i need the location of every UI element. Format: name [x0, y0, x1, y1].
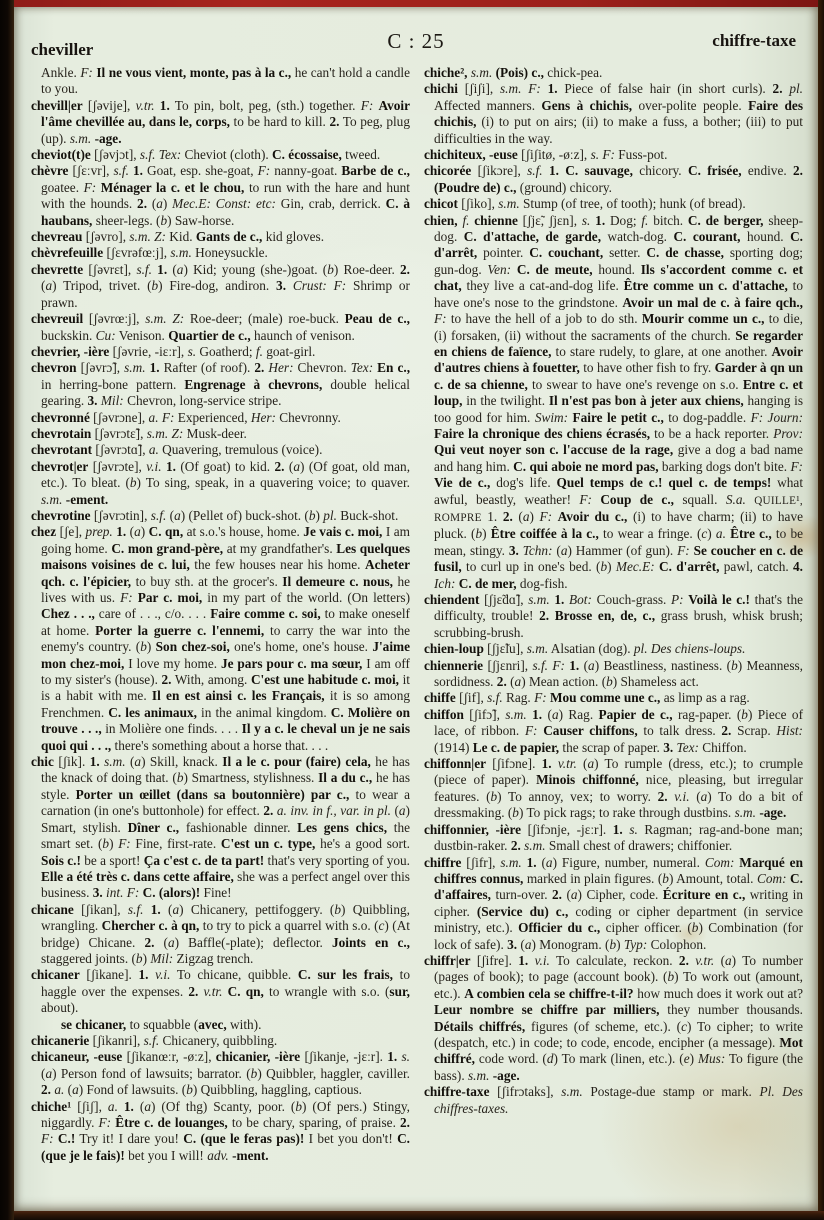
dictionary-entry: chez [ʃe], prep. 1. (a) C. qn, at s.o.'s house, home. Je vais c. moi, I am going home. C. mon grand-père, at my grandfather's. Les quelques maisons voisines de c. lui, the few houses near his home. Acheter qch. c. l'épicier, to buy sth. at the grocer's. Il demeure c. nous, he lives with us. F: Par c. moi, in my part of the world. (On letters) Chez . . ., care of . . ., c/o. . . . Faire comme c. soi, to make oneself at home. Porter la guerre c. l'ennemi, to carry the war into the enemy's country. (b) Son chez-soi, one's home, one's house. J'aime mon chez-moi, I love my home. Je pars pour c. ma sœur, I am off to my sister's (house). 2. With, among. C'est une habitude c. moi, it is a habit with me. Il en est ainsi c. les Français, it is so among Frenchmen. C. les animaux, in the animal kingdom. C. Molière on trouve . . ., in Molière one finds. . . . Il y a c. le cheval un je ne sais quoi qui . . ., there's something about a horse that. . . . [31, 524, 411, 753]
dictionary-entry: chicorée [ʃikɔre], s.f. 1. C. sauvage, chicory. C. frisée, endive. 2. (Poudre de) c., (ground) chicory. [424, 163, 803, 195]
guide-word-left: cheviller [31, 40, 94, 59]
book-page-right-edge [818, 0, 824, 1220]
dictionary-entry: chiffre [ʃifr], s.m. 1. (a) Figure, number, numeral. Com: Marqué en chiffres connus, marked in plain figures. (b) Amount, total. Com: C. d'affaires, turn-over. 2. (a) Cipher, code. Écriture en c., writing in cipher. (Service du) c., coding or cipher department (in service ministry, etc.). Officier du c., cipher officer. (b) Combination (for lock of safe). 3. (a) Monogram. (b) Typ: Colophon. [424, 854, 803, 952]
book-cover-top-edge [0, 0, 824, 7]
dictionary-entry: chiffonn|er [ʃifɔne]. 1. v.tr. (a) To rumple (dress, etc.); to crumple (piece of paper). Minois chiffonné, nice, pleasing, but irregular features. (b) To annoy, vex; to worry. 2. v.i. (a) To do a bit of dressmaking. (b) To pick rags; to rake through dustbins. s.m. -age. [424, 756, 803, 821]
dictionary-entry: chiffon [ʃifɔ̃], s.m. 1. (a) Rag. Papier de c., rag-paper. (b) Piece of lace, of ribbon. F: Causer chiffons, to talk dress. 2. Scrap. Hist: (1914) Le c. de papier, the scrap of paper. 3. Tex: Chiffon. [424, 706, 803, 755]
dictionary-entry: chiennerie [ʃjɛnri], s.f. F: 1. (a) Beastliness, nastiness. (b) Meanness, sordidness. 2. (a) Mean action. (b) Shameless act. [424, 657, 804, 690]
column-left [31, 65, 410, 1164]
dictionary-entry: chevrette [ʃəvrɛt], s.f. 1. (a) Kid; young (she-)goat. (b) Roe-deer. 2. (a) Tripod, trivet. (b) Fire-dog, andiron. 3. Crust: F: Shrimp or prawn. [31, 261, 411, 310]
guide-word-right: chiffre-taxe [712, 31, 796, 50]
dictionary-entry: se chicaner, to squabble (avec, with). [61, 1016, 262, 1032]
dictionary-entry: chevrotain [ʃəvrɔtɛ̃], s.m. Z: Musk-deer. [31, 425, 247, 441]
dictionary-entry: chichiteux, -euse [ʃiʃitø, -øːz], s. F: Fuss-pot. [424, 147, 668, 163]
dictionary-entry: chèvrefeuille [ʃɛvrəfœːj], s.m. Honeysuckle. [31, 245, 268, 261]
dictionary-entry: chiffr|er [ʃifre]. 1. v.i. To calculate, reckon. 2. v.tr. (a) To number (pages of book); to page (account book). (b) To work out (amount, etc.). A combien cela se chiffre-t-il? how much does it work out at? Leur nombre se chiffre par milliers, they number thousands. Détails chiffrés, figures (of scheme, etc.). (c) To cipher; to write (despatch, etc.) in code; to code, encode, encipher (a message). Mot chiffré, code word. (d) To mark (linen, etc.). (e) Mus: To figure (the bass). s.m. -age. [424, 952, 804, 1083]
dictionary-entry: chiendent [ʃjɛ̃dɑ̃], s.m. 1. Bot: Couch-grass. P: Voilà le c.! that's the difficulty, trouble! 2. Brosse en, de, c., grass brush, whisk brush; scrubbing-brush. [424, 592, 804, 640]
page-number: C : 25 [387, 29, 445, 53]
dictionary-entry: chevreuil [ʃəvrœːj], s.m. Z: Roe-deer; (male) roe-buck. Peau de c., buckskin. Cu: Venison. Quartier de c., haunch of venison. [31, 311, 410, 343]
dictionary-entry: chiche¹ [ʃiʃ], a. 1. (a) (Of thg) Scanty, poor. (b) (Of pers.) Stingy, niggardly. F: Être c. de louanges, to be chary, sparing, of praise. 2. F: C.! Try it! I dare you! C. (que le feras pas)! I bet you don't! C. (que je le fais)! bet you I will! adv. -ment. [31, 1098, 411, 1163]
dictionary-entry: chiffe [ʃif], s.f. Rag. F: Mou comme une c., as limp as a rag. [424, 690, 750, 706]
dictionary-entry: chicane [ʃikan], s.f. 1. (a) Chicanery, pettifoggery. (b) Quibbling, wrangling. Chercher c. à qn, to try to pick a quarrel with s.o. (c) (At bridge) Chicane. 2. (a) Baffle(-plate); deflector. Joints en c., staggered joints. (b) Mil: Zigzag trench. [31, 901, 410, 966]
dictionary-entry: chevill|er [ʃəvije], v.tr. 1. To pin, bolt, peg, (sth.) together. F: Avoir l'âme chevillée au, dans le, corps, to be hard to kill. 2. To peg, plug (up). s.m. -age. [31, 97, 411, 146]
dictionary-entry: chien, f. chienne [ʃjɛ̃, ʃjɛn], s. 1. Dog; f. bitch. C. de berger, sheep-dog. C. d'attache, de garde, watch-dog. C. courant, hound. C. d'arrêt, pointer. C. couchant, setter. C. de chasse, sporting dog; gun-dog. Ven: C. de meute, hound. Ils s'accordent comme c. et chat, they live a cat-and-dog life. Être comme un c. d'attache, to have one's nose to the grindstone. Avoir un mal de c. à faire qch., F: to have the hell of a job to do sth. Mourir comme un c., to die, (i) forsaken, (ii) without the sacraments of the church. Se regarder en chiens de faïence, to stare rudely, to glare, at one another. Avoir d'autres chiens à fouetter, to have other fish to fry. Garder à qn un c. de sa chienne, to swear to have one's revenge on s.o. Entre c. et loup, in the twilight. Il n'est pas bon à jeter aux chiens, hanging is too good for him. Swim: Faire le petit c., to dog-paddle. F: Journ: Faire la chronique des chiens écrasés, to be a hack reporter. Prov: Qui veut noyer son c. l'accuse de la rage, give a dog a bad name and hang him. C. qui aboie ne mord pas, barking dogs don't bite. F: Vie de c., dog's life. Quel temps de c.! quel c. de temps! what awful, beastly, weather! F: Coup de c., squall. S.a. QUILLE¹, ROMPRE 1. 2. (a) F: Avoir du c., (i) to have charm; (ii) to have pluck. (b) Être coiffée à la c., to wear a fringe. (c) a. Être c., to be mean, stingy. 3. Tchn: (a) Hammer (of gun). F: Se coucher en c. de fusil, to curl up in one's bed. (b) Mec.E: C. d'arrêt, pawl, catch. 4. Ich: C. de mer, dog-fish. [424, 212, 804, 591]
dictionary-entry: chevrotine [ʃəvrɔtin], s.f. (a) (Pellet of) buck-shot. (b) pl. Buck-shot. [31, 507, 399, 523]
column-right [424, 65, 803, 1164]
dictionary-entry: chevrier, -ière [ʃəvrie, -iɛːr], s. Goatherd; f. goat-girl. [31, 343, 316, 359]
dictionary-entry: chicot [ʃiko], s.m. Stump (of tree, of tooth); hunk (of bread). [424, 196, 746, 212]
dictionary-entry: chicaner [ʃikane]. 1. v.i. To chicane, quibble. C. sur les frais, to haggle over the expenses. 2. v.tr. C. qn, to wrangle with s.o. (sur, about). [31, 967, 410, 1016]
dictionary-entry: chiffonnier, -ière [ʃifɔnje, -jɛːr]. 1. s. Ragman; rag-and-bone man; dustbin-raker. 2. s.m. Small chest of drawers; chiffonier. [424, 821, 803, 854]
dictionary-entry: chevronné [ʃəvrɔne], a. F: Experienced, Her: Chevronny. [31, 409, 341, 425]
dictionary-entry: Ankle. F: Il ne vous vient, monte, pas à la c., he can't hold a candle to you. [41, 65, 410, 97]
book-cover-bottom-edge [0, 1211, 824, 1220]
dictionary-entry: chevreau [ʃəvro], s.m. Z: Kid. Gants de c., kid gloves. [31, 229, 325, 245]
dictionary-entry: chichi [ʃiʃi], s.m. F: 1. Piece of false hair (in short curls). 2. pl. Affected manners. Gens à chichis, over-polite people. Faire des chichis, (i) to put on airs; (ii) to make a fuss, a bother; (iii) to put difficulties in the way. [424, 81, 804, 146]
dictionary-entry: cheviot(t)e [ʃəvjɔt], s.f. Tex: Cheviot (cloth). C. écossaise, tweed. [31, 147, 381, 163]
dictionary-entry: chèvre [ʃɛːvr], s.f. 1. Goat, esp. she-goat, F: nanny-goat. Barbe de c., goatee. F: Ménager la c. et le chou, to run with the hare and hunt with the hounds. 2. (a) Mec.E: Const: etc: Gin, crab, derrick. C. à haubans, sheer-legs. (b) Saw-horse. [31, 163, 411, 228]
dictionary-entry: chiffre-taxe [ʃifrɔtaks], s.m. Postage-due stamp or mark. Pl. Des chiffres-taxes. [424, 1084, 803, 1116]
dictionary-page [14, 7, 818, 1211]
dictionary-entry: chiche², s.m. (Pois) c., chick-pea. [424, 65, 603, 80]
book-binding-left-edge [0, 0, 14, 1220]
dictionary-entry: chevrotant [ʃəvrɔtɑ̃], a. Quavering, tremulous (voice). [31, 442, 323, 458]
text-columns [31, 65, 803, 1164]
dictionary-entry: chic [ʃik]. 1. s.m. (a) Skill, knack. Il a le c. pour (faire) cela, he has the knack of doing that. (b) Smartness, stylishness. Il a du c., he has style. Porter un œillet (dans sa boutonnière) par c., to wear a carnation (in one's buttonhole) for effect. 2. a. inv. in f., var. in pl. (a) Smart, stylish. Dîner c., fashionable dinner. Les gens chics, the smart set. (b) F: Fine, first-rate. C'est un c. type, he's a good sort. Sois c.! be a sport! Ça c'est c. de ta part! that's very sporting of you. Elle a été très c. dans cette affaire, she was a perfect angel over this business. 3. int. F: C. (alors)! Fine! [31, 754, 410, 901]
dictionary-entry: chevron [ʃəvrɔ̃], s.m. 1. Rafter (of roof). 2. Her: Chevron. Tex: En c., in herring-bone pattern. Engrenage à chevrons, double helical gearing. 3. Mil: Chevron, long-service stripe. [31, 360, 411, 409]
dictionary-entry: chicaneur, -euse [ʃikanœːr, -øːz], chicanier, -ière [ʃikanje, -jɛːr]. 1. s. (a) Person fond of lawsuits; barrator. (b) Quibbler, haggler, caviller. 2. a. (a) Fond of lawsuits. (b) Quibbling, haggling, captious. [31, 1049, 410, 1098]
dictionary-entry: chevrot|er [ʃəvrɔte], v.i. 1. (Of goat) to kid. 2. (a) (Of goat, old man, etc.). To bleat. (b) To sing, speak, in a quavering voice; to quaver. s.m. -ement. [31, 458, 411, 507]
dictionary-entry: chicanerie [ʃikanri], s.f. Chicanery, quibbling. [31, 1032, 278, 1048]
dictionary-entry: chien-loup [ʃjɛ̃lu], s.m. Alsatian (dog). pl. Des chiens-loups. [424, 641, 746, 657]
